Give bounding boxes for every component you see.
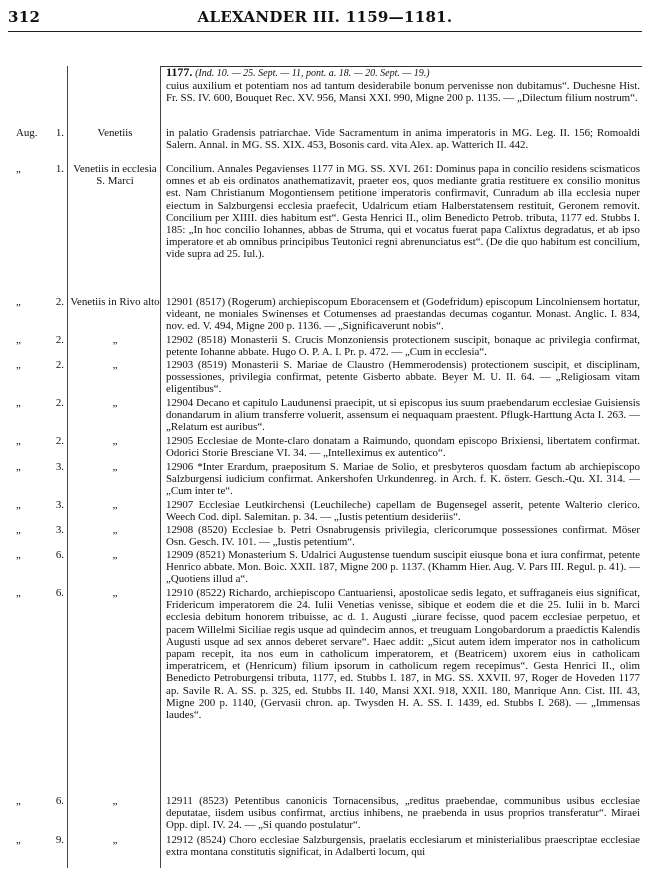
entry-place: „ bbox=[112, 397, 118, 409]
entry-place: „ bbox=[112, 359, 118, 371]
year-heading: 1177. bbox=[166, 65, 193, 79]
entry-place: Venetiis in Rivo alto bbox=[70, 296, 160, 308]
entry-text: 12909 (8521) Monasterium S. Udalrici Augustense tuendum suscipit eiusque bona et iura confirmat, petente Henrico abbate. Mon. Boic. XXII. 187, Migne 200 p. 1137. (Khamm Hier. Aug. V. Pars III. Regul. p. 41). — „Quotiens illud a“. bbox=[166, 549, 640, 586]
entry-date: Aug. 1. bbox=[16, 127, 64, 139]
entry-text: 12910 (8522) Richardo, archiepiscopo Cantuariensi, apostolicae sedis legato, et suffraganeis eius significat, Fridericum imperatorem die 24. Iulii Venetias venisse, sibique et eodem die et die 25. Iulii in b. Marci ecclesia debitum honorem tribuisse, ac d. 1. Augusti „iurare fecisse, quod pacem ecclesiae perpetuo, et pacem Willelmi Siciliae regis usque ad quindecim annos, et treuguam Longobardorum a praedictis Kalendis Augusti usque ad sex annos deberet servare“. Haec addit: „Sicut autem idem imperator nos in catholicum papam recepit, ita nos eum in catholicum imperatorem, et (Beatricem) uxorem eius in catholicam imperatricem, et (Henricum) filium ipsorum in catholicum regem recepimus“. Gesta Henrici II., olim Benedicto Petroburgensi tributa, 1177, ed. Stubbs I. 187, in MG. SS. XXVII. 97, Roger de Hoveden 1177 ap. Savile R. A. SS. p. 325, ed. Stubbs II. 140, Mansi XXI. 918, XXII. 180, Manrique Ann. Cist. III. 43, Migne 200 p. 1140, (Gervasii chron. ap. Twysden H. A. SS. I. 1439, ed. Stubbs I. 268). — „Immensas laudes“. bbox=[166, 587, 640, 722]
entry-text: 12908 (8520) Ecclesiae b. Petri Osnabrugensis privilegia, clericorumque possessiones confirmat. Möser Osn. Gesch. IV. 101. — „Iustis petentium“. bbox=[166, 524, 640, 549]
entry-text: 12905 Ecclesiae de Monte-claro donatam a Raimundo, quondam episcopo Brixiensi, libertatem confirmat. Odorici Storie Bresciane VI. 34. — „Intelleximus ex autentico“. bbox=[166, 435, 640, 460]
entry-place: „ bbox=[112, 795, 118, 807]
running-title: ALEXANDER III. 1159—1181. bbox=[197, 8, 453, 26]
entry-text: 12903 (8519) Monasterii S. Mariae de Claustro (Hemmerodensis) protectionem suscipit, et disciplinam, possessiones, privilegia confirmat, petente Gisberto abbate. Beyer M. U. II. 64. — „Religiosam vitam eligentibus“. bbox=[166, 359, 640, 396]
page-number: 312 bbox=[8, 8, 41, 26]
entry-place: „ bbox=[112, 435, 118, 447]
entry-text: 12904 Decano et capitulo Laudunensi praecipit, ut si episcopus ius suum praebendarum ecclesiae Guisiensis donandarum in alium transferre voluerit, assensum ei nequaquam praestent. Pflugk-Harttung Acta I. 263. — „Relatum est auribus“. bbox=[166, 397, 640, 434]
entry-place: „ bbox=[112, 524, 118, 536]
intro-block bbox=[166, 66, 640, 105]
entry-date: „ 6. bbox=[16, 549, 64, 561]
entry-date: „ 1. bbox=[16, 163, 64, 175]
entry-place: „ bbox=[112, 549, 118, 561]
entry-place: „ bbox=[112, 461, 118, 473]
entry-place: „ bbox=[112, 334, 118, 346]
entry-text: 12901 (8517) (Rogerum) archiepiscopum Eboracensem et (Godefridum) episcopum Lincolniensem hortatur, videant, ne moniales Swinenses et Cotumenses ad praestandas decumas cogantur. Monast. Anglic. I. 834, nov. ed. V. 494, Migne 200 p. 1136. — „Significaverunt nobis“. bbox=[166, 296, 640, 333]
entry-date: „ 6. bbox=[16, 795, 64, 807]
intro-text: cuius auxilium et potentiam nos ad tantum desiderabile bonum pervenisse non dubitamus“. Duchesne Hist. Fr. SS. IV. 600, Bouquet Rec. XV. 956, Mansi XXI. 990, Migne 200 p. 1135. — „Dilectum filium nostrum“. bbox=[166, 80, 640, 105]
entry-date: „ 2. bbox=[16, 334, 64, 346]
entry-text: Concilium. Annales Pegavienses 1177 in MG. SS. XVI. 261: Dominus papa in concilio residens scismaticos omnes et ab eis ordinatos anathematizavit, praeter eos, quos mediante gratia restituere ex consilio monitus est. Nam Christianum Mogontiensem petitione imperatoris confirmavit, Cunradum ab illa ecclesia nuper eiectum in Salzburgensi ecclesia praefecit, Udalricum etiam Halberstatensem restituit, Geronem removit. Concilium per XIIII. dies habitum est“. Gesta Henrici II., olim Benedicto Petrob. tributa, 1177 ed. Stubbs I. 185: „In hoc concilio Iohannes, abbas de Struma, qui et vocatus fuerat papa Calixtus degradatus, et ab ipso imperatore et ab omnibus principibus Teutonici regni abrenunciatus est“. (De die quo habitum est concilium, vide supra ad 25. Iul.). bbox=[166, 163, 640, 261]
year-dating: (Ind. 10. — 25. Sept. — 11, pont. a. 18. — 20. Sept. — 19.) bbox=[195, 68, 430, 79]
header-rule bbox=[8, 31, 642, 32]
entry-date: „ 2. bbox=[16, 397, 64, 409]
entry-text: in palatio Gradensis patriarchae. Vide Sacramentum in anima imperatoris in MG. Leg. II. 156; Romoaldi Salern. Annal. in MG. SS. XIX. 453, Bosonis card. vita Alex. ap. Watterich II. 442. bbox=[166, 127, 640, 152]
entry-date: „ 2. bbox=[16, 359, 64, 371]
entry-place: „ bbox=[112, 499, 118, 511]
entry-place: Venetiis bbox=[97, 127, 133, 139]
entry-date: „ 2. bbox=[16, 435, 64, 447]
entry-place: „ bbox=[112, 834, 118, 846]
entry-date: „ 2. bbox=[16, 296, 64, 308]
entry-date: „ 6. bbox=[16, 587, 64, 599]
entry-text: 12911 (8523) Petentibus canonicis Tornacensibus, „reditus praebendae, communibus usibus ecclesiae deputatae, iisdem usibus confirmat, arctius inhibens, ne praebenda in usus proprios transferatur“. Miraei Opp. dipl. IV. 24. — „Si quando postulatur“. bbox=[166, 795, 640, 832]
page-header bbox=[8, 8, 642, 28]
place-column-divider bbox=[160, 66, 161, 868]
entry-place: „ bbox=[112, 587, 118, 599]
entry-date: „ 3. bbox=[16, 524, 64, 536]
entry-date: „ 3. bbox=[16, 499, 64, 511]
entry-date: „ 9. bbox=[16, 834, 64, 846]
entry-text: 12906 *Inter Erardum, praepositum S. Mariae de Solio, et presbyteros quosdam factum ab archiepiscopo Salzburgensi iudicium confirmat. Ankershofen Urkundenreg. in Arch. f. K. österr. Gesch.-Qu. XI. 314. — „Cum inter te“. bbox=[166, 461, 640, 498]
entry-place: Venetiis in ecclesia S. Marci bbox=[73, 163, 157, 188]
entry-text: 12912 (8524) Choro ecclesiae Salzburgensis, praelatis ecclesiarum et ministerialibus praescriptae ecclesiae extra montana constitutis significat, in Adalberti locum, qui bbox=[166, 834, 640, 859]
entry-text: 12902 (8518) Monasterii S. Crucis Monzoniensis protectionem suscipit, bonaque ac privilegia confirmat, petente Iohanne abbate. Hugo O. P. A. I. Pr. p. 472. — „Cum in ecclesia“. bbox=[166, 334, 640, 359]
entry-date: „ 3. bbox=[16, 461, 64, 473]
entry-text: 12907 Ecclesiae Leutkirchensi (Leuchileche) capellam de Bugensegel asserit, petente Walterio clerico. Weech Cod. dipl. Salemitan. p. 34. — „Iustis petentium desideriis“. bbox=[166, 499, 640, 524]
